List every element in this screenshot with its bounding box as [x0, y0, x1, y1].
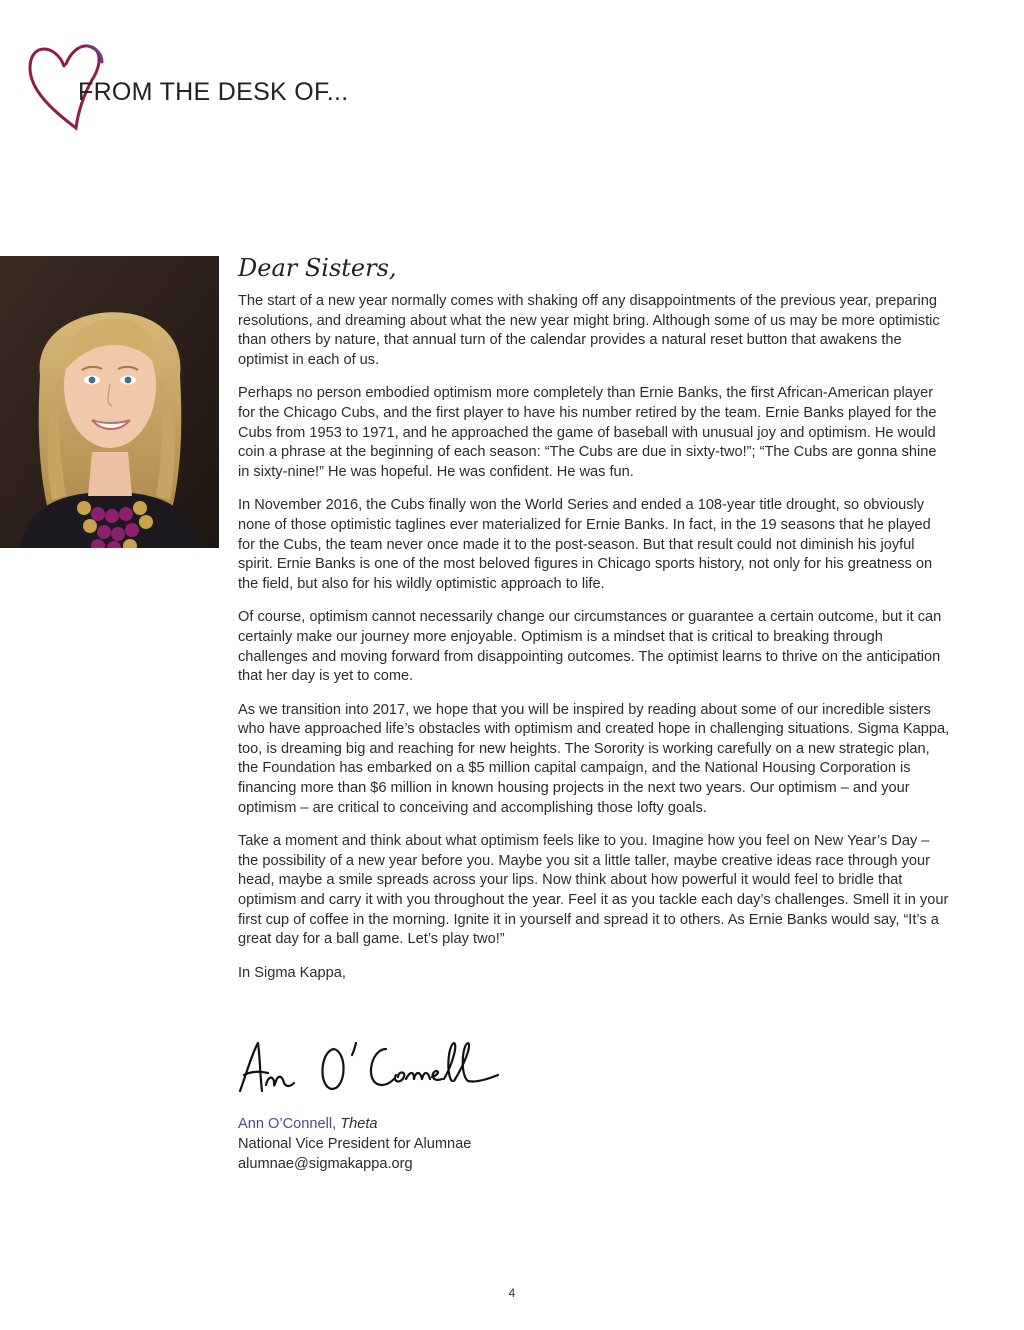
closing-line: In Sigma Kappa,: [238, 964, 346, 981]
page-title: FROM THE DESK OF...: [78, 78, 349, 106]
handwritten-signature: [236, 1035, 506, 1097]
signer-name: Ann O’Connell,: [238, 1116, 337, 1132]
letter-paragraph: Take a moment and think about what optimism feels like to you. Imagine how you feel on New Year’s Day – the possibility of a new year before you. Maybe you sit a little taller, maybe creative ideas race through your head, maybe a smile spreads across your lips. Now think about how powerful it would feel to bridle that optimism and carry it with you throughout the year. Feel it as you tackle each day’s challenges. Smell it in your first cup of coffee in the morning. Ignite it in yourself and spread it to others. As Ernie Banks would say, “It’s a great day for a ball game. Let’s play two!”: [238, 833, 949, 948]
letter-paragraph: Of course, optimism cannot necessarily change our circumstances or guarantee a certain outcome, but it can certainly make our journey more enjoyable. Optimism is a mindset that is critical to breaking through challenges and moving forward from disappointing outcomes. The optimist learns to thrive on the anticipation that her day is yet to come.: [238, 609, 942, 685]
signer-line: [238, 1114, 471, 1134]
letter-paragraph: Perhaps no person embodied optimism more completely than Ernie Banks, the first African-American player for the Chicago Cubs, and the first player to have his number retired by the team. Ernie Banks played for the Cubs from 1953 to 1971, and he approached the game of baseball with unusual joy and optimism. He would coin a phrase at the beginning of each season: “The Cubs are due in sixty-two!”; “The Cubs are gonna shine in sixty-nine!” He was hopeful. He was confident. He was fun.: [238, 385, 937, 480]
signer-chapter: Theta: [340, 1116, 378, 1132]
letter-paragraph: In November 2016, the Cubs finally won the World Series and ended a 108-year title drought, so obviously none of those optimistic taglines ever materialized for Ernie Banks. In fact, in the 19 seasons that he played for the Cubs, the team never once made it to the post-season. But that result could not diminish his joyful spirit. Ernie Banks is one of the most beloved figures in Chicago sports history, not only for his greatness on the field, but also for his wildly optimistic approach to life.: [238, 497, 933, 592]
letter-body: [238, 254, 950, 983]
salutation: Dear Sisters,: [238, 254, 397, 282]
letter-paragraph: As we transition into 2017, we hope that you will be inspired by reading about some of our incredible sisters who have approached life’s obstacles with optimism and created hope in challenging situations. Sigma Kappa, too, is dreaming big and reaching for new heights. The Sorority is working carefully on a new strategic plan, the Foundation has embarked on a $5 million capital campaign, and the National Housing Corporation is financing more than $6 million in known housing projects in the next two years. Our optimism – and your optimism – are critical to conceiving and accomplishing those lofty goals.: [238, 701, 950, 816]
portrait-photo: [0, 256, 219, 548]
signature-block: [238, 1114, 471, 1174]
signer-role: National Vice President for Alumnae: [238, 1136, 472, 1152]
signer-email[interactable]: alumnae@sigmakappa.org: [238, 1156, 413, 1172]
letter-paragraph: The start of a new year normally comes with shaking off any disappointments of the previous year, preparing resolutions, and dreaming about what the new year might bring. Although some of us may be more optimistic than others by nature, that annual turn of the calendar provides a natural reset button that awakens the optimist in each of us.: [238, 293, 940, 368]
page-number: 4: [508, 1286, 516, 1300]
